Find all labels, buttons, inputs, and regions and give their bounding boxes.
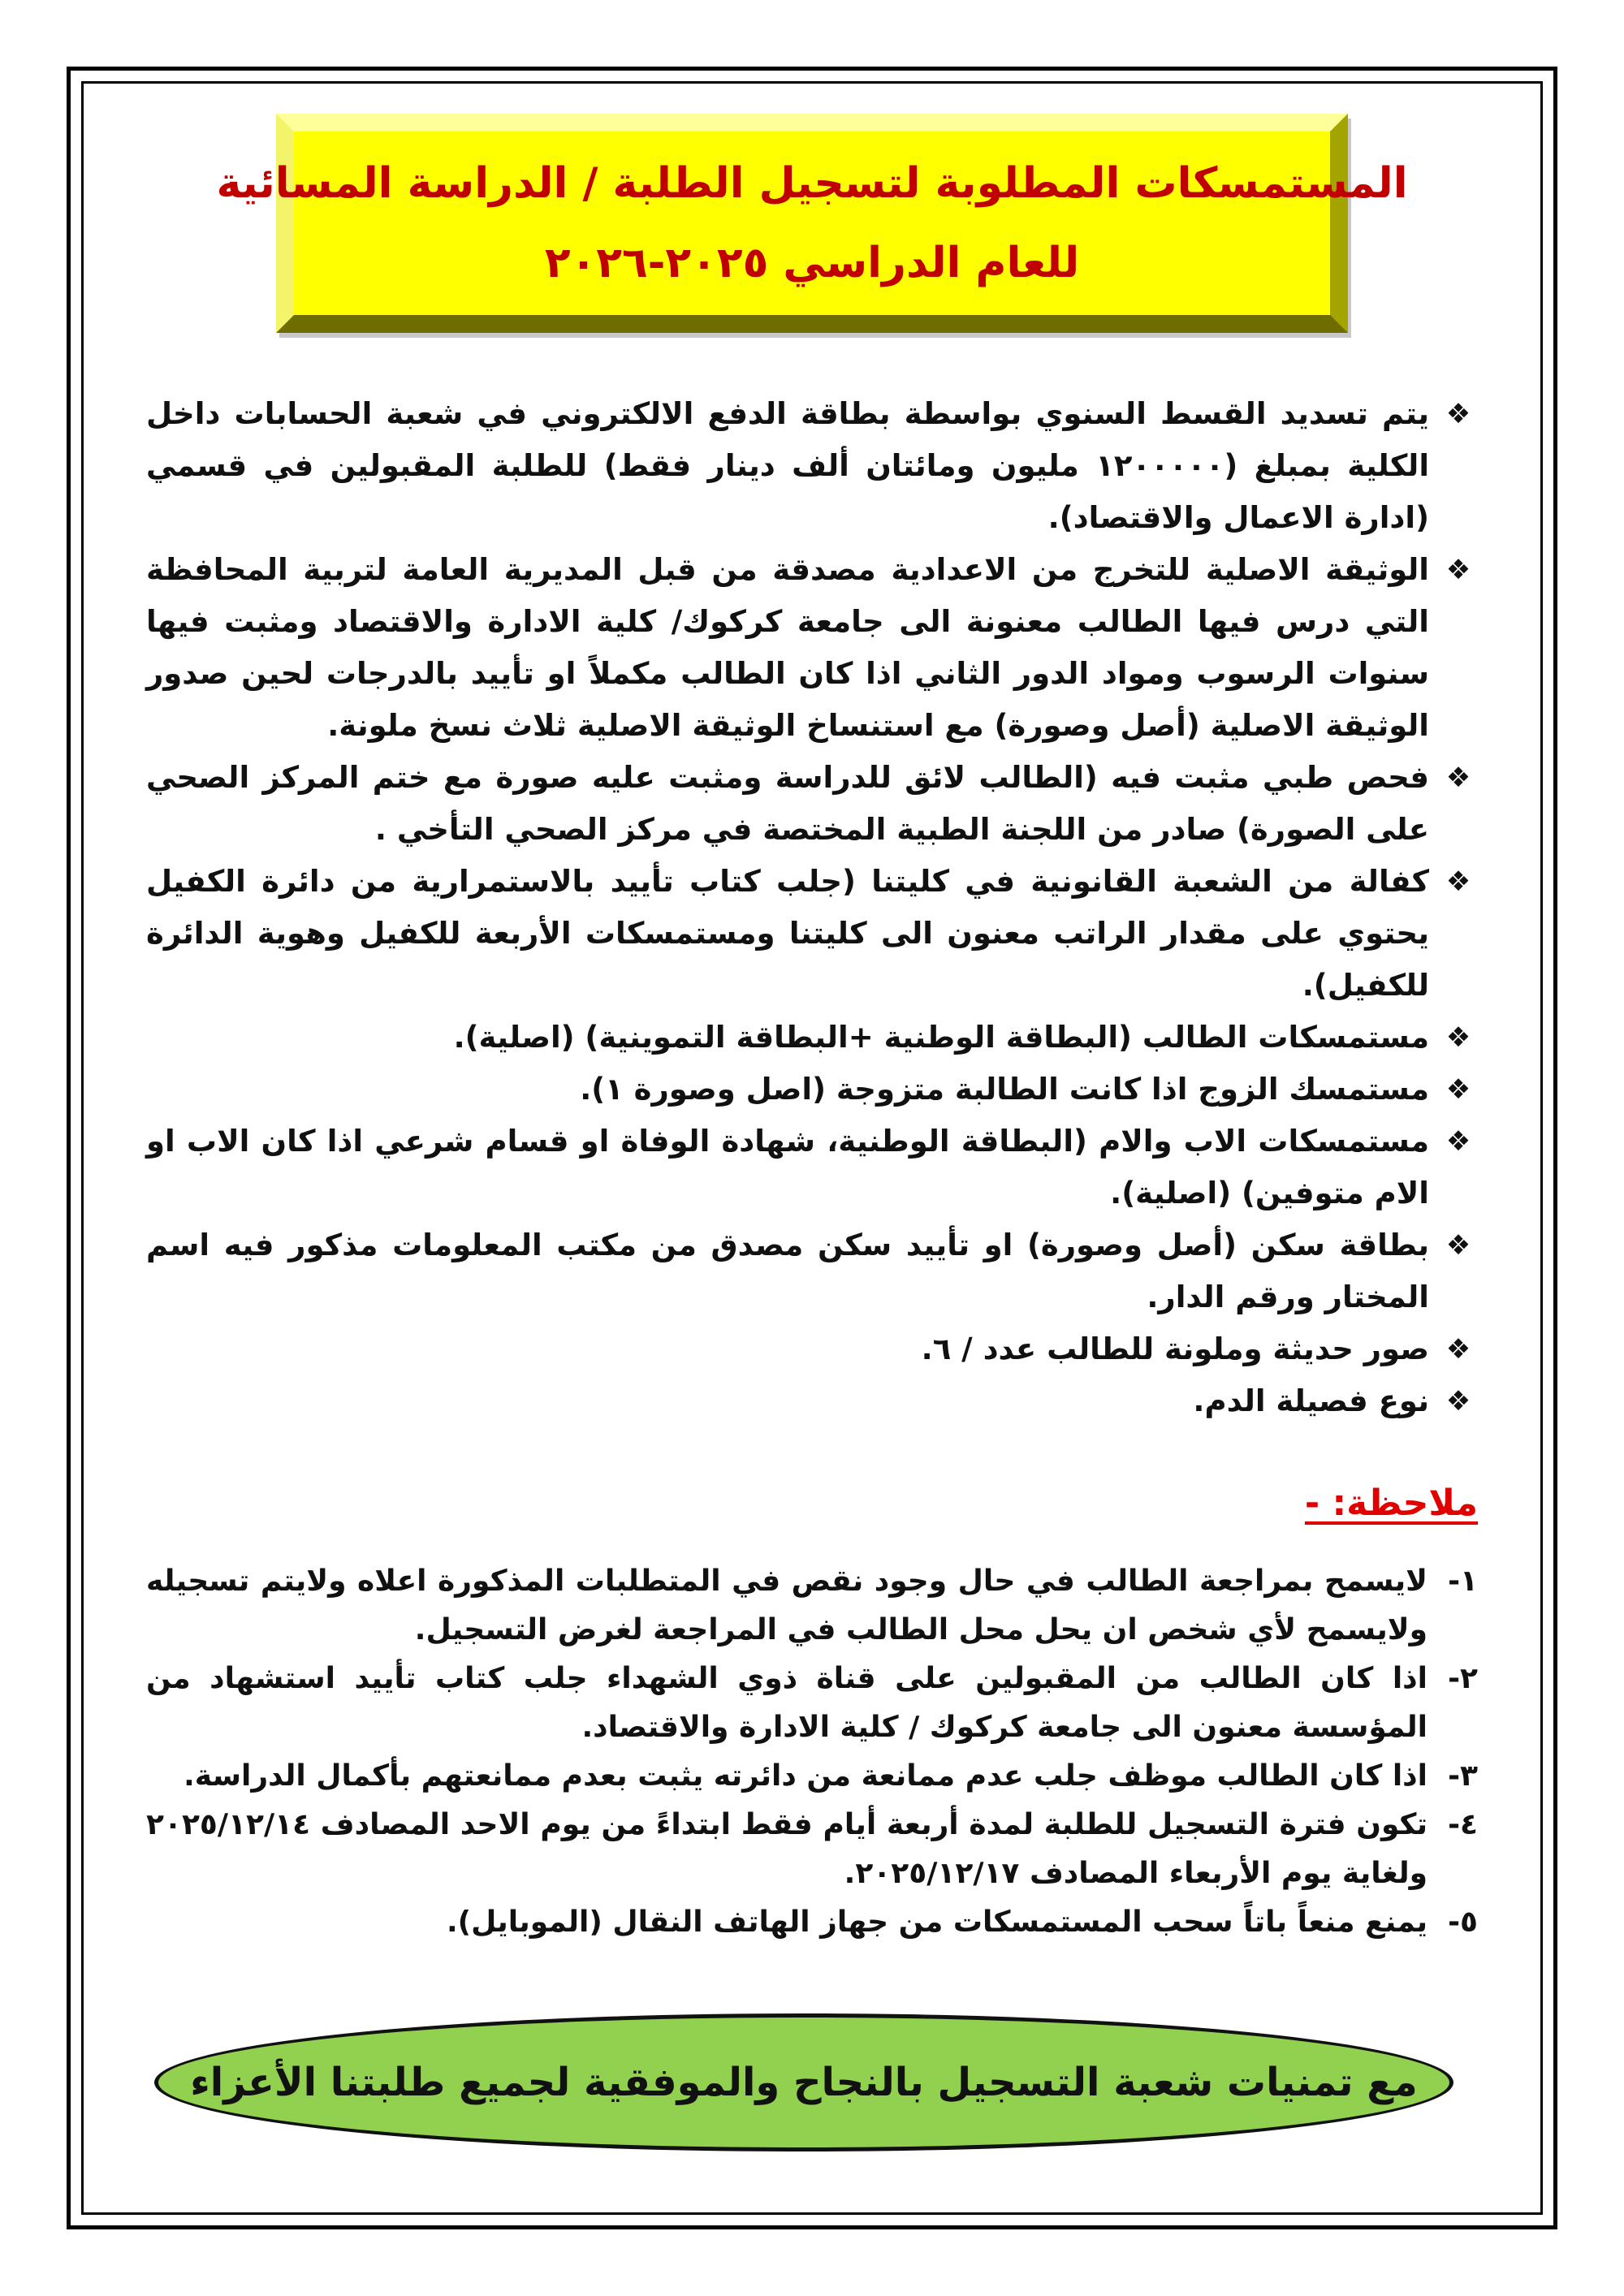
title-banner	[216, 114, 1408, 333]
title-line-2: للعام الدراسي ٢٠٢٥-٢٠٢٦	[544, 239, 1080, 287]
requirement-text: مستمسكات الاب والام (البطاقة الوطنية، شهادة الوفاة او قسام شرعي اذا كان الاب او الام متوفين) (اصلية).	[146, 1124, 1429, 1211]
requirement-text: مستمسك الزوج اذا كانت الطالبة متزوجة (اصل وصورة ١).	[580, 1072, 1429, 1107]
document-body	[146, 388, 1478, 1947]
note-item	[146, 1752, 1478, 1801]
diamond-bullet-icon: ❖	[1445, 1073, 1471, 1106]
requirement-item	[146, 1116, 1478, 1219]
requirements-list	[146, 388, 1478, 1427]
note-number: ٢-	[1448, 1662, 1478, 1695]
requirement-text: صور حديثة وملونة للطالب عدد / ٦.	[921, 1331, 1429, 1366]
requirement-text: الوثيقة الاصلية للتخرج من الاعدادية مصدقة من قبل المديرية العامة لتربية المحافظة التي درس فيها الطالب معنونة الى جامعة كركوك/ كلية الادارة والاقتصاد ومثبت فيها سنوات الرسوب ومواد الدور الثاني اذا كان الطالب مكملاً او تأييد بالدرجات لحين صدور الوثيقة الاصلية (أصل وصورة) مع استنساخ الوثيقة الاصلية ثلاث نسخ ملونة.	[146, 552, 1429, 743]
note-number: ٥-	[1448, 1905, 1478, 1939]
diamond-bullet-icon: ❖	[1445, 1021, 1471, 1054]
diamond-bullet-icon: ❖	[1445, 398, 1471, 430]
requirement-item	[146, 752, 1478, 856]
title-line-1: المستمسكات المطلوبة لتسجيل الطلبة / الدراسة المسائية	[216, 159, 1408, 208]
requirement-item	[146, 1323, 1478, 1375]
note-number: ٤-	[1448, 1808, 1478, 1841]
requirement-text: كفالة من الشعبة القانونية في كليتنا (جلب كتاب تأييد بالاستمرارية من دائرة الكفيل يحتوي على مقدار الراتب معنون الى كليتنا ومستمسكات الأربعة للكفيل وهوية الدائرة للكفيل).	[146, 864, 1429, 1003]
note-heading: ملاحظة: -	[1304, 1482, 1478, 1524]
notes-list	[146, 1557, 1478, 1947]
note-text: لايسمح بمراجعة الطالب في حال وجود نقص في المتطلبات المذكورة اعلاه ولايتم تسجيله ولايسمح لأي شخص ان يحل محل الطالب في المراجعة لغرض التسجيل.	[146, 1564, 1427, 1646]
note-text: اذا كان الطالب موظف جلب عدم ممانعة من دائرته يثبت بعدم ممانعتهم بأكمال الدراسة.	[184, 1759, 1427, 1793]
note-text: تكون فترة التسجيل للطلبة لمدة أربعة أيام فقط ابتداءً من يوم الاحد المصادف ٢٠٢٥/١٢/١٤ ولغاية يوم الأربعاء المصادف ٢٠٢٥/١٢/١٧.	[146, 1808, 1427, 1890]
requirement-item	[146, 856, 1478, 1012]
diamond-bullet-icon: ❖	[1445, 762, 1471, 794]
footer-banner	[154, 2013, 1453, 2151]
note-item	[146, 1898, 1478, 1947]
note-item	[146, 1801, 1478, 1898]
note-number: ٣-	[1448, 1759, 1478, 1793]
footer-message: مع تمنيات شعبة التسجيل بالنجاح والموفقية لجميع طلبتنا الأعزاء	[190, 2060, 1418, 2105]
requirement-text: يتم تسديد القسط السنوي بواسطة بطاقة الدفع الالكتروني في شعبة الحسابات داخل الكلية بمبلغ (١٢٠٠٠٠٠ مليون ومائتان ألف دينار فقط) للطلبة المقبولين في قسمي (ادارة الاعمال والاقتصاد).	[146, 396, 1429, 535]
note-item	[146, 1655, 1478, 1752]
diamond-bullet-icon: ❖	[1445, 865, 1471, 898]
requirement-item	[146, 388, 1478, 544]
requirement-text: مستمسكات الطالب (البطاقة الوطنية +البطاقة التموينية) (اصلية).	[453, 1020, 1429, 1055]
requirement-item	[146, 1375, 1478, 1427]
requirement-text: فحص طبي مثبت فيه (الطالب لائق للدراسة ومثبت عليه صورة مع ختم المركز الصحي على الصورة) صادر من اللجنة الطبية المختصة في مركز الصحي التأخي .	[146, 760, 1429, 847]
requirement-text: بطاقة سكن (أصل وصورة) او تأييد سكن مصدق من مكتب المعلومات مذكور فيه اسم المختار ورقم الدار.	[146, 1228, 1429, 1314]
requirement-text: نوع فصيلة الدم.	[1193, 1383, 1429, 1418]
note-text: اذا كان الطالب من المقبولين على قناة ذوي الشهداء جلب كتاب تأييد استشهاد من المؤسسة معنون الى جامعة كركوك / كلية الادارة والاقتصاد.	[146, 1662, 1427, 1744]
requirement-item	[146, 1064, 1478, 1116]
note-text: يمنع منعاً باتاً سحب المستمسكات من جهاز الهاتف النقال (الموبايل).	[446, 1905, 1427, 1939]
diamond-bullet-icon: ❖	[1445, 554, 1471, 586]
requirement-item	[146, 1219, 1478, 1323]
diamond-bullet-icon: ❖	[1445, 1333, 1471, 1366]
requirement-item	[146, 544, 1478, 752]
note-number: ١-	[1448, 1564, 1478, 1598]
note-item	[146, 1557, 1478, 1655]
diamond-bullet-icon: ❖	[1445, 1125, 1471, 1158]
requirement-item	[146, 1012, 1478, 1064]
diamond-bullet-icon: ❖	[1445, 1229, 1471, 1262]
diamond-bullet-icon: ❖	[1445, 1385, 1471, 1418]
